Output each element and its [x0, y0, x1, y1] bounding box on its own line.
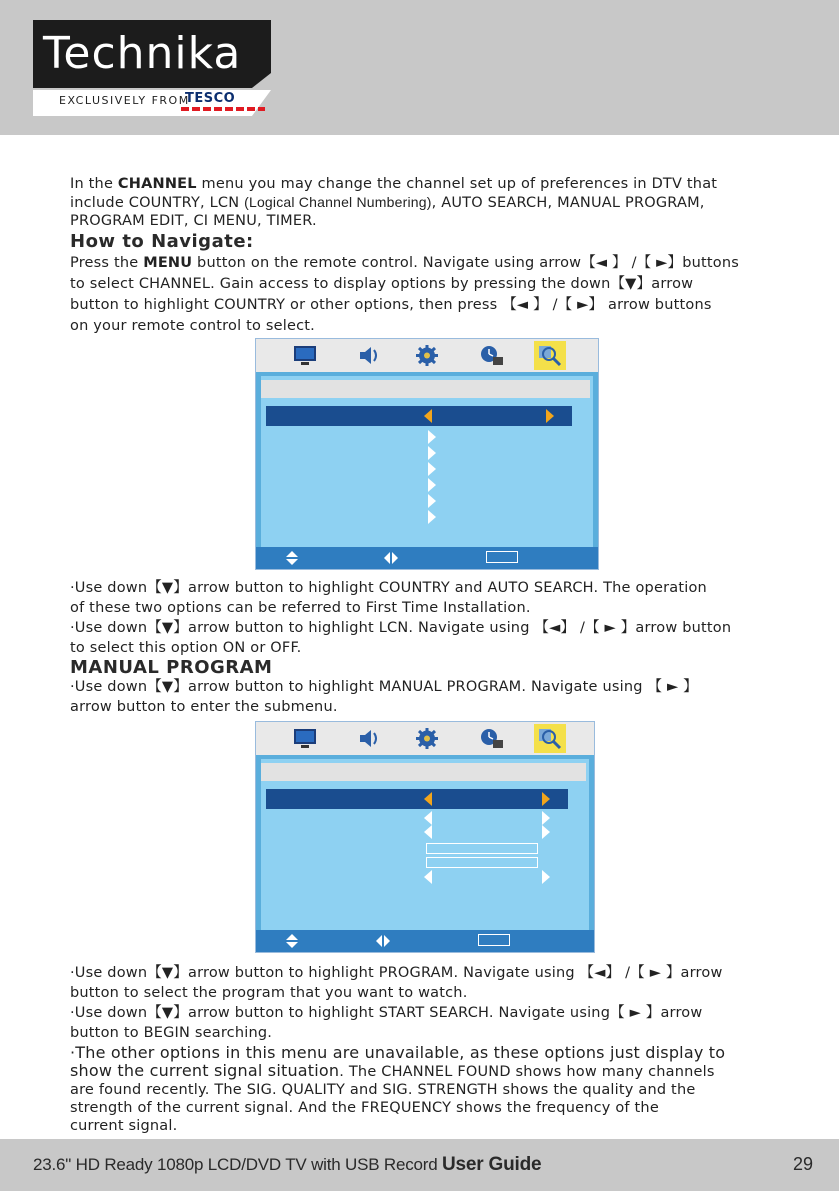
channel-menu-screenshot: [255, 338, 599, 570]
bullet-other-options-l5: current signal.: [70, 1118, 178, 1134]
signal-strength-bar: [426, 857, 538, 868]
bullets-section-2: [70, 964, 810, 1135]
highlight-row: [266, 406, 572, 426]
intro-line-2: include COUNTRY, LCN (Logical Channel Numbering), AUTO SEARCH, MANUAL PROGRAM,: [70, 194, 705, 211]
arrow-right-icon: [428, 510, 436, 524]
arrow-left-icon: [424, 409, 432, 423]
arrow-right-icon: [542, 825, 550, 839]
setup-gear-icon: [414, 727, 440, 750]
bullet-other-options-l3: are found recently. The SIG. QUALITY and SIG. STRENGTH shows the quality and the: [70, 1082, 696, 1098]
arrow-right-icon: [428, 430, 436, 444]
intro-line-1: In the CHANNEL menu you may change the channel set up of preferences in DTV that: [70, 176, 718, 192]
up-down-arrow-icon: [286, 551, 298, 565]
menu-key-icon: [478, 934, 510, 946]
arrow-left-icon: [424, 792, 432, 806]
bullets-section-1: [70, 579, 800, 716]
intro-line-3: PROGRAM EDIT, CI MENU, TIMER.: [70, 213, 317, 229]
bullet-country-cont: of these two options can be referred to First Time Installation.: [70, 600, 531, 616]
menu-icon-bar: [256, 722, 594, 755]
picture-icon: [292, 727, 318, 750]
manual-program-heading: MANUAL PROGRAM: [70, 657, 273, 678]
bullet-country: ·Use down【▼】arrow button to highlight COUNTRY and AUTO SEARCH. The operation: [70, 580, 707, 596]
arrow-right-icon: [428, 462, 436, 476]
tesco-stripes-icon: [181, 107, 265, 111]
footer-title: 23.6" HD Ready 1080p LCD/DVD TV with USB Record User Guide: [33, 1154, 542, 1175]
left-right-arrow-icon: [376, 935, 390, 947]
navigate-line-3: button to highlight COUNTRY or other options, then press 【◄ 】 /【 ►】 arrow buttons: [70, 297, 712, 313]
channel-search-icon: [537, 344, 563, 367]
arrow-right-icon: [428, 446, 436, 460]
setup-gear-icon: [414, 344, 440, 367]
menu-body: [256, 755, 594, 952]
picture-icon: [292, 344, 318, 367]
arrow-right-icon: [428, 478, 436, 492]
logo-tagline: EXCLUSIVELY FROM: [59, 94, 190, 107]
bullet-lcn: ·Use down【▼】arrow button to highlight LCN. Navigate using 【◄】 /【 ► 】arrow button: [70, 620, 732, 636]
logo-brand: Technika: [43, 28, 242, 79]
time-clock-icon: [478, 344, 504, 367]
content: [70, 175, 790, 335]
arrow-right-icon: [542, 792, 550, 806]
menu-body: [256, 372, 598, 569]
up-down-arrow-icon: [286, 934, 298, 948]
navigate-line-4: on your remote control to select.: [70, 318, 315, 334]
bullet-other-options-l4: strength of the current signal. And the FREQUENCY shows the frequency of the: [70, 1100, 659, 1116]
signal-quality-bar: [426, 843, 538, 854]
bullet-lcn-cont: to select this option ON or OFF.: [70, 640, 302, 656]
manual-line-2: arrow button to enter the submenu.: [70, 699, 338, 715]
bullet-other-options-l2: show the current signal situation. The CHANNEL FOUND shows how many channels: [70, 1061, 715, 1080]
navigate-line-2: to select CHANNEL. Gain access to display options by pressing the down【▼】arrow: [70, 276, 694, 292]
arrow-right-icon: [546, 409, 554, 423]
highlight-row: [266, 789, 568, 809]
page-footer: [0, 1139, 839, 1191]
manual-program-menu-screenshot: [255, 721, 595, 953]
navigate-heading: How to Navigate:: [70, 231, 254, 252]
manual-line-1: ·Use down【▼】arrow button to highlight MANUAL PROGRAM. Navigate using 【 ► 】: [70, 679, 698, 695]
bullet-start-search: ·Use down【▼】arrow button to highlight START SEARCH. Navigate using【 ► 】arrow: [70, 1005, 703, 1021]
time-clock-icon: [478, 727, 504, 750]
menu-icon-bar: [256, 339, 598, 372]
arrow-right-icon: [542, 811, 550, 825]
logo-retailer: TESCO: [185, 91, 236, 106]
navigate-line-1: Press the MENU button on the remote control. Navigate using arrow【◄ 】 /【 ►】buttons: [70, 255, 739, 271]
menu-footer-bar: [256, 547, 598, 569]
page-header: [0, 0, 839, 135]
bullet-program: ·Use down【▼】arrow button to highlight PROGRAM. Navigate using 【◄】 /【 ► 】arrow: [70, 965, 723, 981]
bullet-other-options: ·The other options in this menu are unavailable, as these options just display to: [70, 1043, 726, 1062]
sound-icon: [356, 727, 382, 750]
arrow-left-icon: [424, 811, 432, 825]
arrow-right-icon: [428, 494, 436, 508]
channel-search-icon: [537, 727, 563, 750]
bullet-program-cont: button to select the program that you want to watch.: [70, 985, 468, 1001]
menu-key-icon: [486, 551, 518, 563]
sound-icon: [356, 344, 382, 367]
technika-logo: [33, 20, 271, 116]
arrow-left-icon: [424, 825, 432, 839]
page-number: 29: [792, 1154, 813, 1174]
left-right-arrow-icon: [384, 552, 398, 564]
arrow-right-icon: [542, 870, 550, 884]
bullet-start-search-cont: button to BEGIN searching.: [70, 1025, 273, 1041]
arrow-left-icon: [424, 870, 432, 884]
menu-footer-bar: [256, 930, 594, 952]
